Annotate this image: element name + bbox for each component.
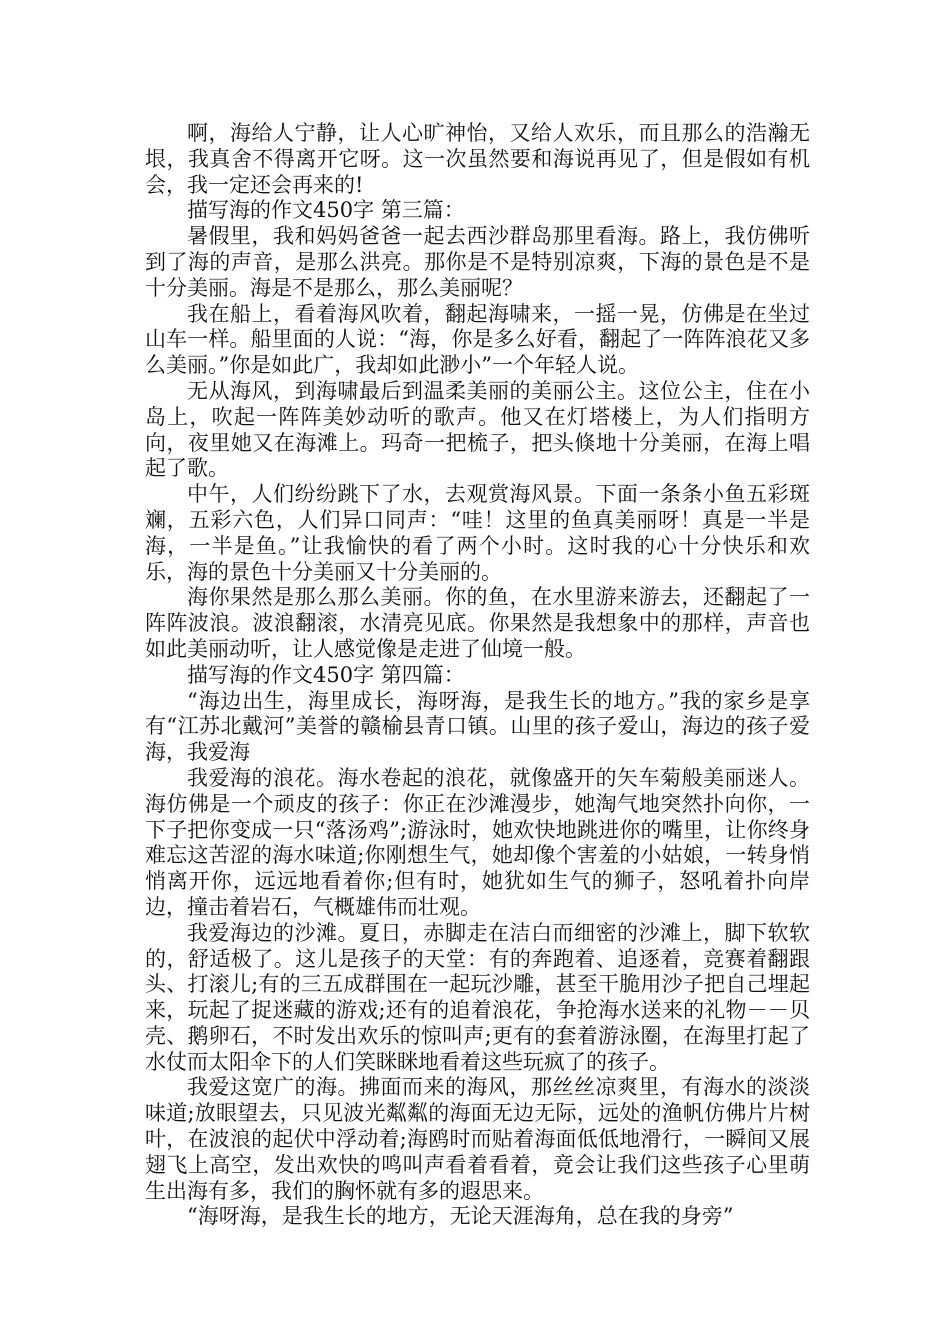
- section-heading-4: 描写海的作文450字 第四篇：: [187, 662, 465, 687]
- paragraph-5: 中午，人们纷纷跳下了水，去观赏海风景。下面一条条小鱼五彩斑斓，五彩六色，人们异口同声：“哇！这里的鱼真美丽呀！真是一半是海，一半是鱼。”让我愉快的看了两个小时。这时我的心十分快乐和欢乐，海的景色十分美丽又十分美丽的。: [145, 482, 810, 584]
- paragraph-10: 我爱这宽广的海。拂面而来的海风，那丝丝凉爽里，有海水的淡淡味道;放眼望去，只见波光粼粼的海面无边无际，远处的渔帆仿佛片片树叶，在波浪的起伏中浮动着;海鸥时而贴着海面低低地滑行，一瞬间又展翅飞上高空，发出欢快的鸣叫声看着看着，竟会让我们这些孩子心里萌生出海有多，我们的胸怀就有多的遐思来。: [145, 1075, 810, 1203]
- section-heading-3: 描写海的作文450字 第三篇：: [187, 198, 465, 223]
- paragraph-4: 无从海风，到海啸最后到温柔美丽的美丽公主。这位公主，住在小岛上，吹起一阵阵美妙动听的歌声。他又在灯塔楼上，为人们指明方向，夜里她又在海滩上。玛奇一把梳子，把头倏地十分美丽，在海上唱起了歌。: [145, 378, 810, 481]
- paragraph-6: 海你果然是那么那么美丽。你的鱼，在水里游来游去，还翻起了一阵阵波浪。波浪翻滚，水清亮见底。你果然是我想象中的那样，声音也如此美丽动听，让人感觉像是走进了仙境一般。: [145, 585, 810, 661]
- paragraph-7: “海边出生，海里成长，海呀海，是我生长的地方。”我的家乡是享有“江苏北戴河”美誉的赣榆县青口镇。山里的孩子爱山，海边的孩子爱海，我爱海: [145, 688, 810, 765]
- paragraph-9: 我爱海边的沙滩。夏日，赤脚走在洁白而细密的沙滩上，脚下软软的，舒适极了。这儿是孩子的天堂：有的奔跑着、追逐着，竞赛着翻跟头、打滚儿;有的三五成群围在一起玩沙雕，甚至干脆用沙子把自己埋起来，玩起了捉迷藏的游戏;还有的追着浪花，争抢海水送来的礼物－－贝壳、鹅卵石，不时发出欢乐的惊叫声;更有的套着游泳圈，在海里打起了水仗而太阳伞下的人们笑眯眯地看着这些玩疯了的孩子。: [145, 920, 810, 1074]
- paragraph-3: 我在船上，看着海风吹着，翻起海啸来，一摇一晃，仿佛是在坐过山车一样。船里面的人说：“海，你是多么好看，翻起了一阵阵浪花又多么美丽。”你是如此广，我却如此渺小”一个年轻人说。: [145, 301, 810, 378]
- paragraph-1: 啊，海给人宁静，让人心旷神怡，又给人欢乐，而且那么的浩瀚无垠，我真舍不得离开它呀。这一次虽然要和海说再见了，但是假如有机会，我一定还会再来的!: [145, 121, 810, 197]
- paragraph-11: “海呀海，是我生长的地方，无论天涯海角，总在我的身旁”: [187, 1204, 734, 1229]
- paragraph-2: 暑假里，我和妈妈爸爸一起去西沙群岛那里看海。路上，我仿佛听到了海的声音，是那么洪亮。那你是不是特别凉爽，下海的景色是不是十分美丽。海是不是那么，那么美丽呢？: [145, 224, 810, 300]
- paragraph-8: 我爱海的浪花。海水卷起的浪花，就像盛开的矢车菊般美丽迷人。海仿佛是一个顽皮的孩子：你正在沙滩漫步，她淘气地突然扑向你，一下子把你变成一只“落汤鸡”;游泳时，她欢快地跳进你的嘴里，让你终身难忘这苦涩的海水味道;你刚想生气，她却像个害羞的小姑娘，一转身悄悄离开你，远远地看着你;但有时，她犹如生气的狮子，怒吼着扑向岸边，撞击着岩石，气概雄伟而壮观。: [145, 765, 810, 919]
